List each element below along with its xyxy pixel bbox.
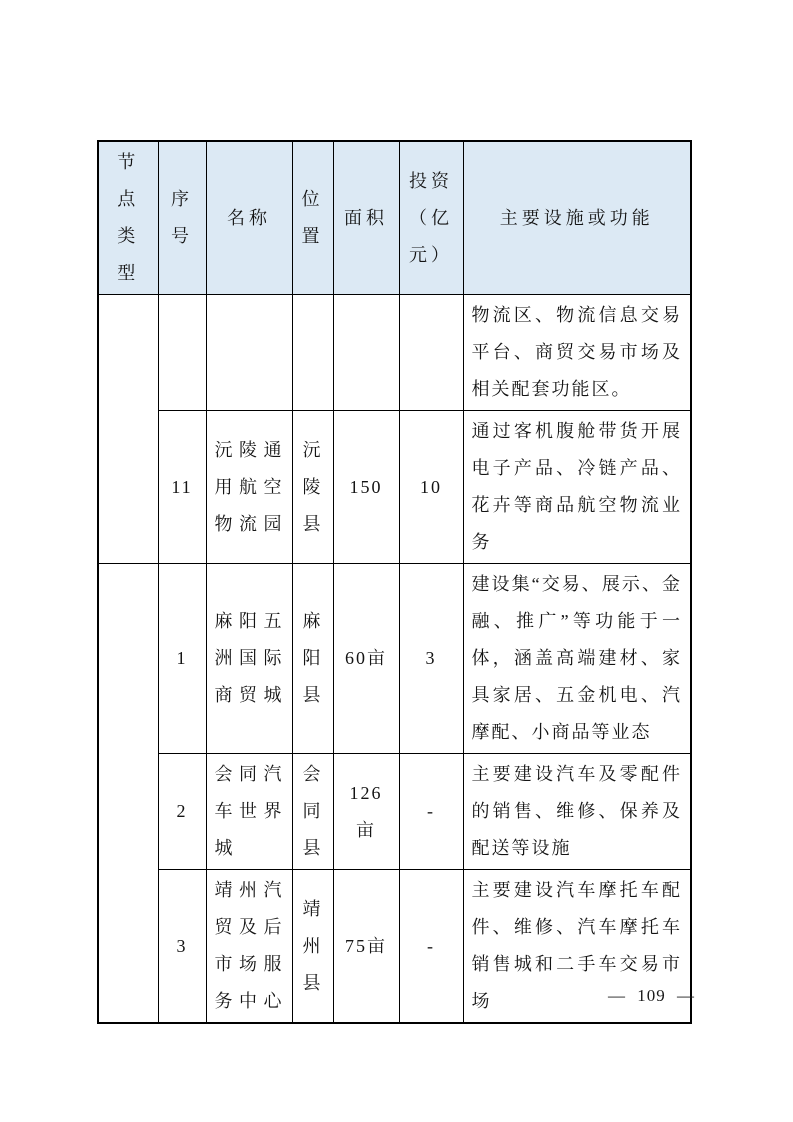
cell-name: 沅陵通用航空物流园 [206,411,292,564]
cell-function: 建设集“交易、展示、金融、推广”等功能于一体，涵盖高端建材、家具家居、五金机电、汽摩配、小商品等业态 [463,564,691,754]
cell-function: 通过客机腹舱带货开展电子产品、冷链产品、花卉等商品航空物流业务 [463,411,691,564]
projects-table [97,140,692,1024]
header-name: 名称 [206,141,292,295]
header-node-type: 节点类型 [98,141,158,295]
cell-seq: 2 [158,754,206,870]
header-investment: 投资（亿元） [399,141,463,295]
cell-node-type [98,564,158,1024]
cell-investment: - [399,754,463,870]
cell-investment: 3 [399,564,463,754]
table-row [98,870,691,1024]
table-row [98,411,691,564]
header-seq: 序号 [158,141,206,295]
table-header-row [98,141,691,295]
cell-location: 麻阳县 [292,564,333,754]
cell-seq: 1 [158,564,206,754]
cell-area: 150 [333,411,399,564]
cell-area: 126亩 [333,754,399,870]
cell-node-type [98,295,158,564]
cell-investment: - [399,870,463,1024]
cell-function: 主要建设汽车摩托车配件、维修、汽车摩托车销售城和二手车交易市场 [463,870,691,1024]
cell-name: 靖州汽贸及后市场服务中心 [206,870,292,1024]
cell-location [292,295,333,411]
cell-location: 靖州县 [292,870,333,1024]
cell-function: 主要建设汽车及零配件的销售、维修、保养及配送等设施 [463,754,691,870]
cell-name: 麻阳五洲国际商贸城 [206,564,292,754]
cell-name: 会同汽车世界城 [206,754,292,870]
cell-location: 沅陵县 [292,411,333,564]
cell-investment: 10 [399,411,463,564]
cell-seq: 11 [158,411,206,564]
cell-area [333,295,399,411]
cell-name [206,295,292,411]
cell-function: 物流区、物流信息交易平台、商贸交易市场及相关配套功能区。 [463,295,691,411]
header-location: 位置 [292,141,333,295]
cell-investment [399,295,463,411]
header-function: 主要设施或功能 [463,141,691,295]
table-row [98,295,691,411]
cell-seq [158,295,206,411]
table-row [98,564,691,754]
cell-location: 会同县 [292,754,333,870]
header-area: 面积 [333,141,399,295]
page-number: — 109 — [608,986,695,1005]
cell-area: 75亩 [333,870,399,1024]
table-row [98,754,691,870]
cell-area: 60亩 [333,564,399,754]
cell-seq: 3 [158,870,206,1024]
